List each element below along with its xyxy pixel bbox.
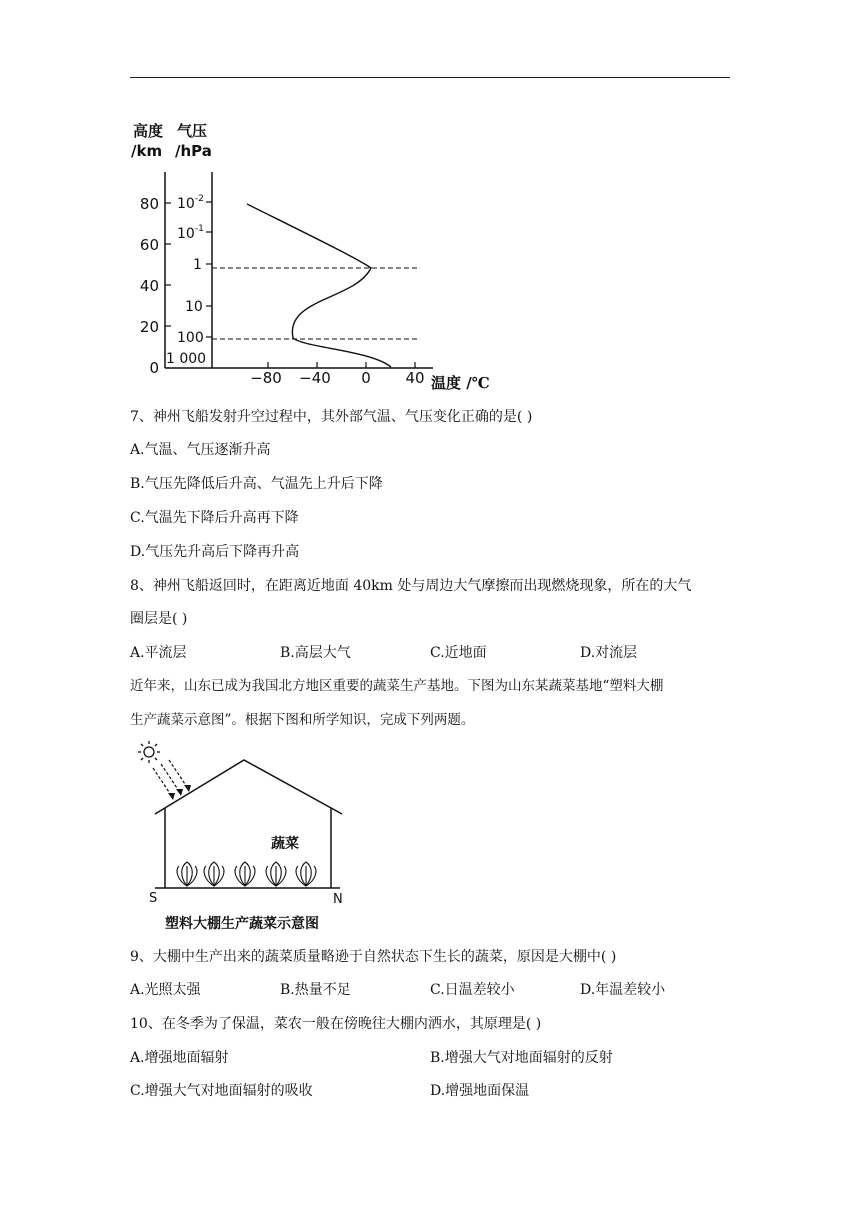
pressure-tick-0.01: $10^{-2}$ xyxy=(177,194,204,212)
pressure-label: 气压 xyxy=(177,122,208,140)
pressure-tick-1: 1 xyxy=(193,257,202,273)
temp-tick-40: 40 xyxy=(405,369,425,387)
q8-stem-line2: 圈层是( ) xyxy=(130,611,188,627)
temp-tick-minus80: −80 xyxy=(250,369,282,387)
header-rule xyxy=(130,77,730,78)
q10-option-a: A.增强地面辐射 xyxy=(130,1050,229,1066)
q10-stem: 10、在冬季为了保温，菜农一般在傍晚往大棚内洒水，其原理是( ) xyxy=(130,1016,542,1032)
q8-option-d: D.对流层 xyxy=(580,645,638,661)
sunlight-arrows xyxy=(153,760,189,798)
pressure-tick-1000: 1 000 xyxy=(166,351,207,367)
height-tick-0: 0 xyxy=(149,359,159,377)
north-label: N xyxy=(333,892,343,907)
q8-option-b: B.高层大气 xyxy=(280,645,351,661)
q8-option-a: A.平流层 xyxy=(130,645,187,661)
pressure-tick-10: 10 xyxy=(185,299,203,315)
greenhouse-roof xyxy=(155,760,342,814)
height-unit-label: /km xyxy=(131,142,163,160)
q10-option-d: D.增强地面保温 xyxy=(430,1083,530,1099)
height-tick-60: 60 xyxy=(139,236,159,254)
q8-option-c: C.近地面 xyxy=(430,645,487,661)
atmosphere-profile-figure xyxy=(125,118,505,396)
q10-option-c: C.增强大气对地面辐射的吸收 xyxy=(130,1083,313,1099)
intro-line1: 近年来，山东已成为我国北方地区重要的蔬菜生产基地。下图为山东某蔬菜基地“塑料大棚 xyxy=(130,678,664,694)
pressure-unit-label: /hPa xyxy=(175,142,212,160)
pressure-tick-100: 100 xyxy=(177,330,204,346)
q9-option-a: A.光照太强 xyxy=(130,982,201,998)
q9-stem: 9、大棚中生产出来的蔬菜质量略逊于自然状态下生长的蔬菜，原因是大棚中( ) xyxy=(130,949,617,965)
q7-stem: 7、神州飞船发射升空过程中，其外部气温、气压变化正确的是( ) xyxy=(130,409,533,425)
q9-option-d: D.年温差较小 xyxy=(580,982,666,998)
height-tick-20: 20 xyxy=(139,318,159,336)
greenhouse-caption: 塑料大棚生产蔬菜示意图 xyxy=(165,916,319,932)
sun-icon xyxy=(138,741,160,763)
temp-tick-minus40: −40 xyxy=(299,369,331,387)
q7-option-a: A.气温、气压逐渐升高 xyxy=(130,442,271,458)
q10-option-b: B.增强大气对地面辐射的反射 xyxy=(430,1050,613,1066)
q7-option-b: B.气压先降低后升高、气温先上升后下降 xyxy=(130,476,383,492)
height-label: 高度 xyxy=(133,122,164,140)
height-tick-80: 80 xyxy=(139,195,159,213)
q8-stem-line1: 8、神州飞船返回时，在距离近地面 40km 处与周边大气摩擦而出现燃烧现象，所在的大气 xyxy=(130,578,692,594)
south-label: S xyxy=(149,891,158,906)
temp-tick-0: 0 xyxy=(361,369,371,387)
temperature-curve xyxy=(247,204,391,367)
height-tick-40: 40 xyxy=(139,277,159,295)
pressure-tick-0.1: $10^{-1}$ xyxy=(177,224,204,242)
vegetable-plants xyxy=(177,862,316,886)
intro-line2: 生产蔬菜示意图”。根据下图和所学知识，完成下列两题。 xyxy=(130,712,475,728)
q7-option-d: D.气压先升高后下降再升高 xyxy=(130,544,300,560)
temperature-axis-label: 温度 /℃ xyxy=(431,374,490,392)
q7-option-c: C.气温先下降后升高再下降 xyxy=(130,510,299,526)
q9-option-b: B.热量不足 xyxy=(280,982,351,998)
q9-option-c: C.日温差较小 xyxy=(430,982,515,998)
greenhouse-figure xyxy=(135,738,360,938)
vegetable-label: 蔬菜 xyxy=(271,836,299,852)
